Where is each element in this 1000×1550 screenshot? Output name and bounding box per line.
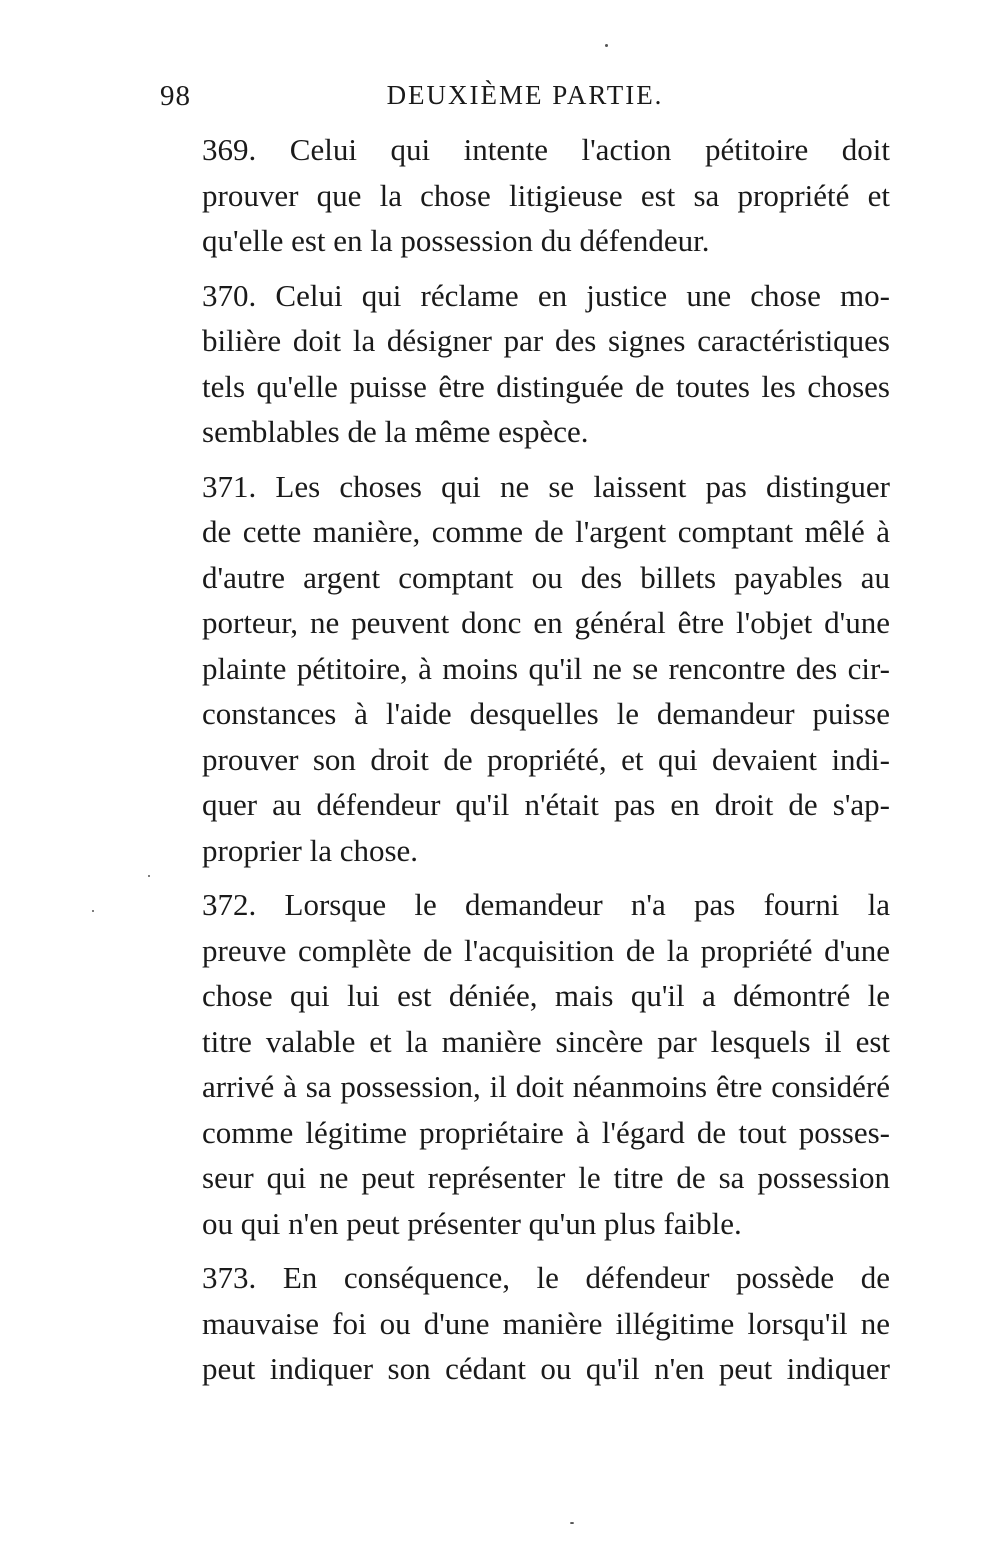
body-text <box>160 127 890 1401</box>
text-line: 370. Celui qui réclame en justice une chose mo- <box>202 277 890 313</box>
paper-speck <box>605 44 608 47</box>
paragraph-369 <box>160 127 890 264</box>
paper-speck <box>92 910 94 912</box>
text-line: tels qu'elle puisse être distinguée de toutes les choses <box>202 368 890 404</box>
paper-speck <box>148 875 150 877</box>
text-line: preuve complète de l'acquisition de la propriété d'une <box>202 932 890 968</box>
text-line: prouver son droit de propriété, et qui devaient indi- <box>202 741 890 777</box>
section-title: DEUXIÈME PARTIE. <box>386 80 664 110</box>
text-line: d'autre argent comptant ou des billets payables au <box>202 559 890 595</box>
text-line: titre valable et la manière sincère par lesquels il est <box>202 1023 890 1059</box>
text-line: porteur, ne peuvent donc en général être l'objet d'une <box>202 605 890 640</box>
text-line: semblables de la même espèce. <box>202 414 589 449</box>
text-line: qu'elle est en la possession du défendeur. <box>202 223 710 258</box>
text-line: arrivé à sa possession, il doit néanmoins être considéré <box>202 1069 890 1104</box>
text-line: comme légitime propriétaire à l'égard de tout posses- <box>202 1114 890 1150</box>
text-line: 373. En conséquence, le défendeur possède de <box>202 1260 890 1295</box>
text-line: bilière doit la désigner par des signes caractéristiques <box>202 323 890 358</box>
running-head <box>160 80 890 120</box>
text-line: ou qui n'en peut présenter qu'un plus faible. <box>202 1205 742 1241</box>
text-line: chose qui lui est déniée, mais qu'il a démontré le <box>202 978 890 1013</box>
text-line: mauvaise foi ou d'une manière illégitime lorsqu'il ne <box>202 1305 890 1341</box>
text-line: seur qui ne peut représenter le titre de sa possession <box>202 1160 890 1195</box>
text-line: peut indiquer son cédant ou qu'il n'en peut indiquer <box>202 1351 890 1386</box>
text-line: de cette manière, comme de l'argent comptant mêlé à <box>202 514 890 549</box>
text-line: plainte pétitoire, à moins qu'il ne se rencontre des cir- <box>202 650 890 686</box>
page-number: 98 <box>160 80 191 112</box>
text-line: 369. Celui qui intente l'action pétitoire doit <box>202 132 890 167</box>
text-line: proprier la chose. <box>202 832 419 868</box>
paragraph-370 <box>160 273 890 455</box>
text-line: quer au défendeur qu'il n'était pas en droit de s'ap- <box>202 787 890 822</box>
paragraph-371 <box>160 464 890 874</box>
text-line: constances à l'aide desquelles le demandeur puisse <box>202 696 890 731</box>
paper-speck <box>570 1522 574 1524</box>
text-line: prouver que la chose litigieuse est sa propriété et <box>202 177 890 213</box>
paragraph-372 <box>160 882 890 1246</box>
text-line: 372. Lorsque le demandeur n'a pas fourni la <box>202 887 890 922</box>
paragraph-373 <box>160 1255 890 1392</box>
text-line: 371. Les choses qui ne se laissent pas distinguer <box>202 468 890 504</box>
